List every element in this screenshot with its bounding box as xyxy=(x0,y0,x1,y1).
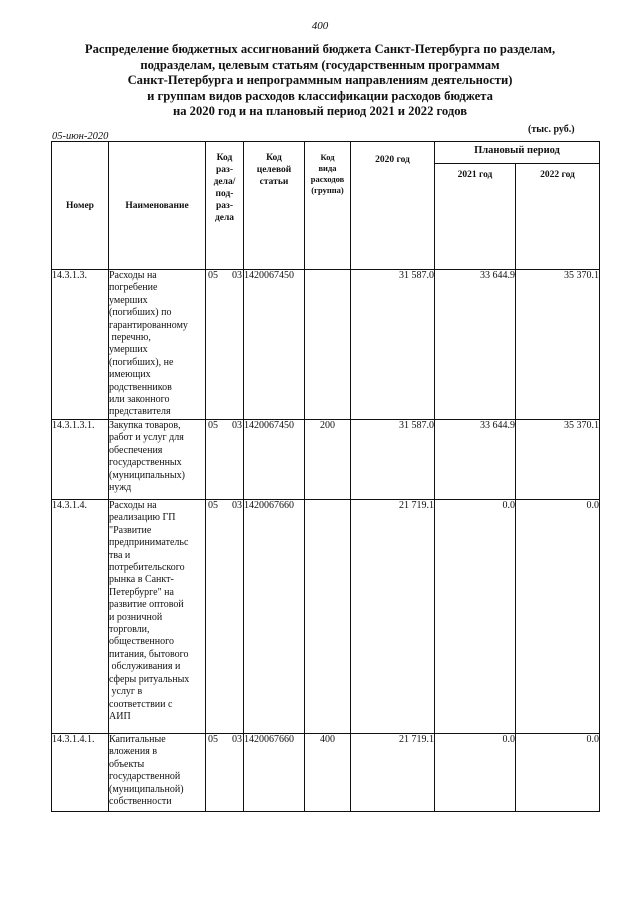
title-line: и группам видов расходов классификации расходов бюджета xyxy=(147,88,493,103)
row-vr: 400 xyxy=(305,734,351,812)
header-2020: 2020 год xyxy=(351,142,435,270)
row-vr xyxy=(305,500,351,734)
row-name: Расходы на погребение умерших (погибших) по гарантированному перечню, умерших (погибших), не имеющих родственников или законного представителя xyxy=(109,270,206,420)
row-vr xyxy=(305,270,351,420)
row-value-2020: 21 719.1 xyxy=(351,734,435,812)
page-number: 400 xyxy=(311,20,329,32)
title-line: на 2020 год и на плановый период 2021 и 2022 годов xyxy=(172,104,468,119)
row-value-2021: 0.0 xyxy=(435,500,516,734)
row-name: Расходы на реализацию ГП "Развитие предпринимательс тва и потребительского рынка в Санкт- Петербурге" на развитие оптовой и розничной торговли, общественного питания, бытового обслуживания и сферы ритуальных услуг в соответствии с АИП xyxy=(109,500,206,734)
row-csr: 1420067450 xyxy=(244,420,305,500)
row-value-2021: 33 644.9 xyxy=(435,270,516,420)
header-csr: Код целевой статьи xyxy=(244,142,305,270)
row-value-2022: 0.0 xyxy=(516,500,600,734)
title-line: Распределение бюджетных ассигнований бюджета Санкт-Петербурга по разделам, xyxy=(84,42,556,56)
document-date: 05-июн-2020 xyxy=(52,131,109,142)
header-razdel: Код раз- дела/ под- раз- дела xyxy=(206,142,244,270)
header-2022: 2022 год xyxy=(516,164,600,270)
budget-table xyxy=(51,141,600,812)
row-razdel: 05 03 xyxy=(206,420,244,500)
row-value-2020: 31 587.0 xyxy=(351,420,435,500)
row-vr: 200 xyxy=(305,420,351,500)
row-name: Закупка товаров, работ и услуг для обеспечения государственных (муниципальных) нужд xyxy=(109,420,206,500)
header-plan-period: Плановый период xyxy=(435,142,600,164)
table-row xyxy=(52,420,600,500)
row-number: 14.3.1.3.1. xyxy=(52,420,109,500)
row-csr: 1420067660 xyxy=(244,734,305,812)
row-razdel: 05 03 xyxy=(206,270,244,420)
row-value-2020: 31 587.0 xyxy=(351,270,435,420)
row-csr: 1420067450 xyxy=(244,270,305,420)
row-number: 14.3.1.3. xyxy=(52,270,109,420)
header-number: Номер xyxy=(52,142,109,270)
row-value-2021: 0.0 xyxy=(435,734,516,812)
title-line: Санкт-Петербурга и непрограммным направлениям деятельности) xyxy=(127,73,513,88)
row-value-2022: 0.0 xyxy=(516,734,600,812)
row-number: 14.3.1.4.1. xyxy=(52,734,109,812)
table-header-row xyxy=(52,142,600,164)
table-row xyxy=(52,734,600,812)
row-value-2022: 35 370.1 xyxy=(516,420,600,500)
header-2021: 2021 год xyxy=(435,164,516,270)
row-csr: 1420067660 xyxy=(244,500,305,734)
row-number: 14.3.1.4. xyxy=(52,500,109,734)
row-value-2020: 21 719.1 xyxy=(351,500,435,734)
row-name: Капитальные вложения в объекты государственной (муниципальной) собственности xyxy=(109,734,206,812)
table-row xyxy=(52,270,600,420)
table-row xyxy=(52,500,600,734)
row-value-2021: 33 644.9 xyxy=(435,420,516,500)
header-name: Наименование xyxy=(109,142,206,270)
title-line: подразделам, целевым статьям (государственным программам xyxy=(140,57,500,72)
row-razdel: 05 03 xyxy=(206,500,244,734)
row-value-2022: 35 370.1 xyxy=(516,270,600,420)
header-vr: Код вида расходов (группа) xyxy=(305,142,351,270)
document-title xyxy=(40,42,600,120)
units-label: (тыс. руб.) xyxy=(528,124,575,135)
row-razdel: 05 03 xyxy=(206,734,244,812)
